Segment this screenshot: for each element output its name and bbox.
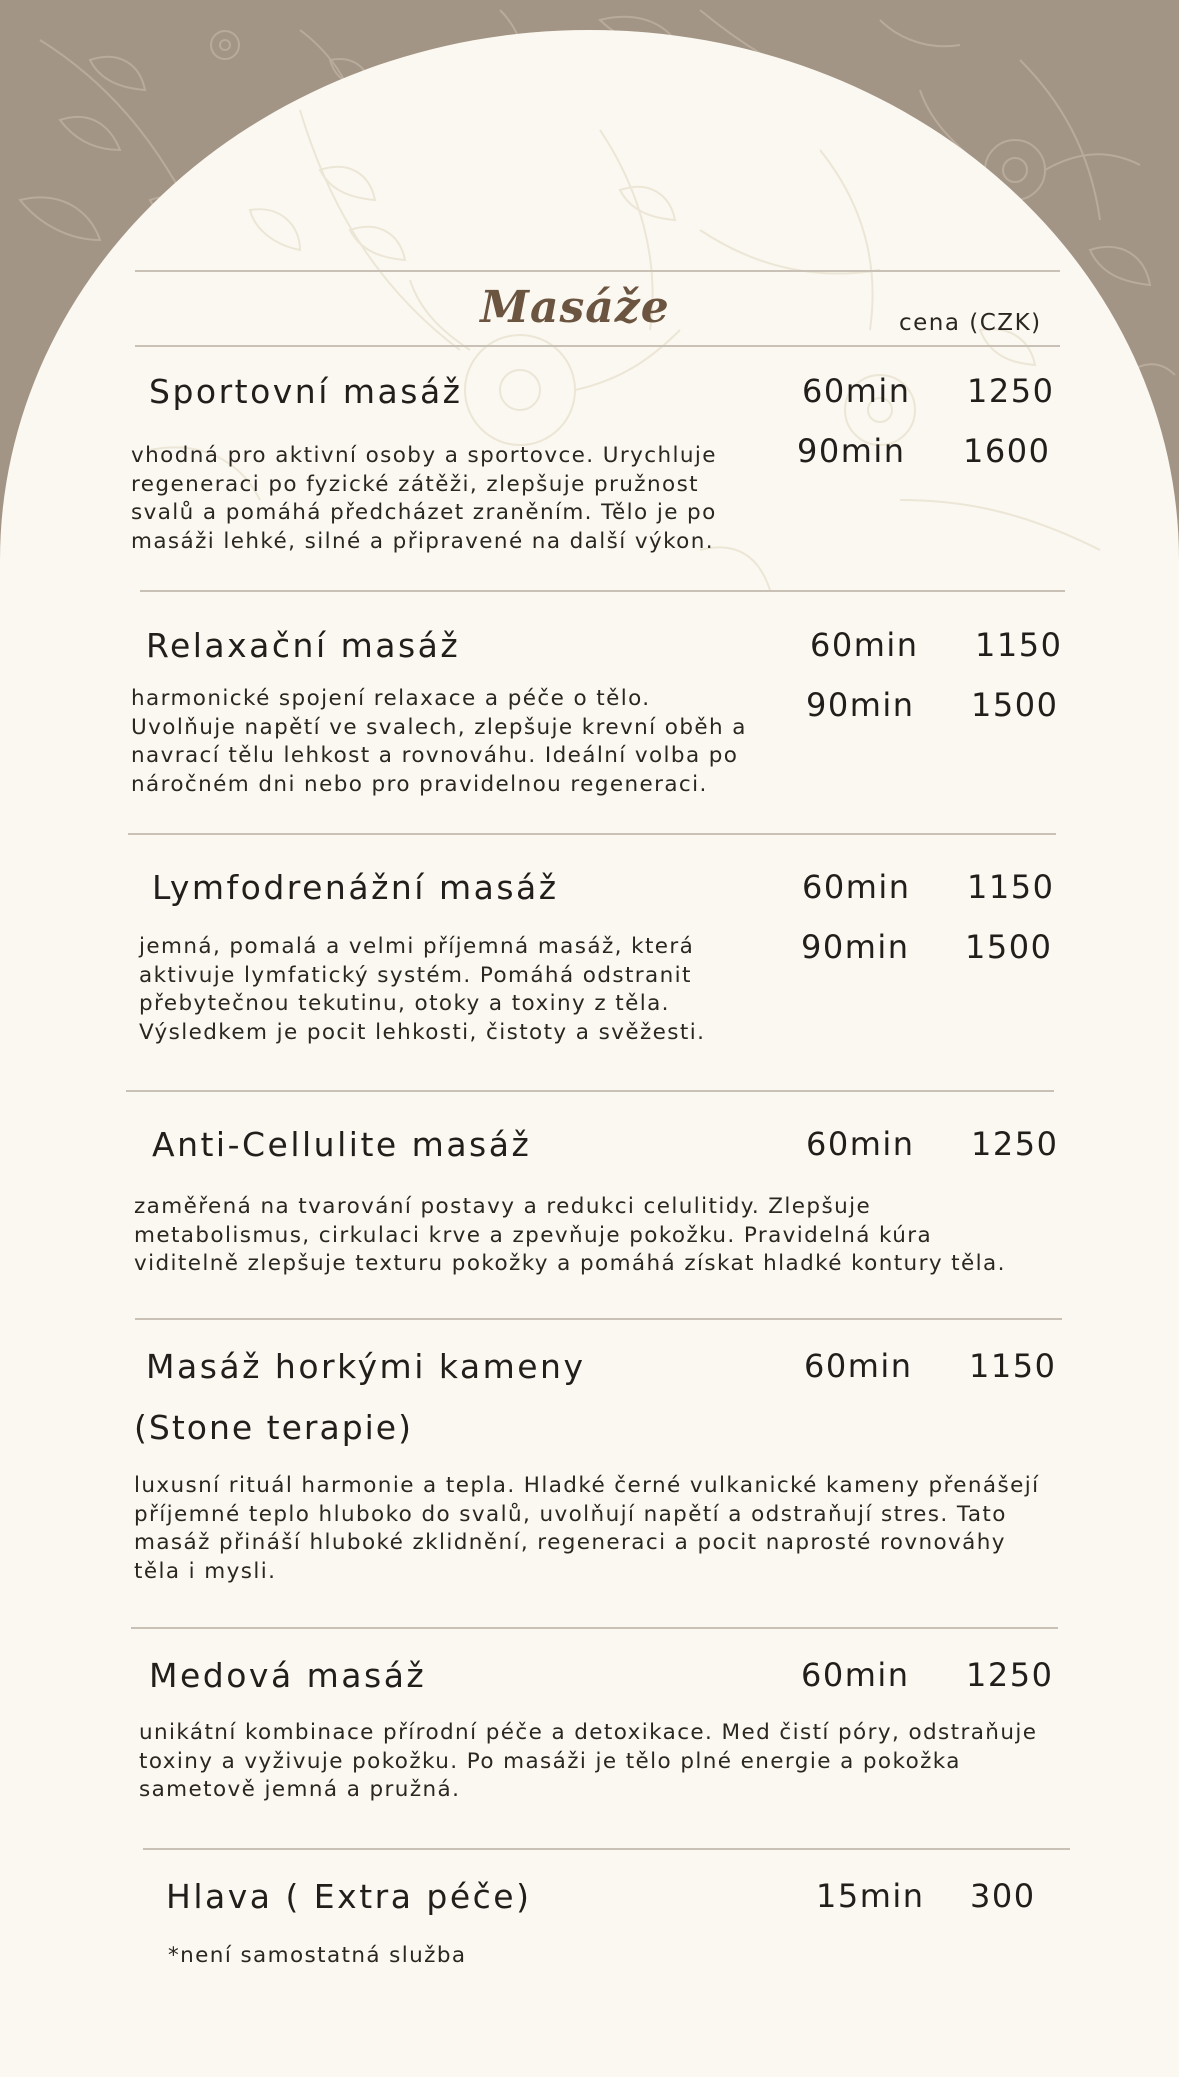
item-name-horke-kameny: Masáž horkými kameny: [146, 1347, 586, 1386]
item-price: 1250: [971, 1125, 1059, 1163]
item-duration: 90min: [806, 686, 915, 724]
divider: [135, 1318, 1062, 1320]
item-name-relaxacni: Relaxační masáž: [146, 626, 461, 665]
item-duration: 60min: [802, 868, 911, 906]
divider: [128, 833, 1056, 835]
item-price: 1250: [966, 1656, 1054, 1694]
item-price: 1500: [965, 928, 1053, 966]
item-duration: 60min: [806, 1125, 915, 1163]
item-price: 300: [970, 1877, 1036, 1915]
item-description: jemná, pomalá a velmi příjemná masáž, která aktivuje lymfatický systém. Pomáhá odstranit přebytečnou tekutinu, otoky a toxiny z těla. Výsledkem je pocit lehkosti, čistoty a svěžesti.: [139, 934, 706, 1045]
item-name-medova: Medová masáž: [149, 1656, 427, 1695]
item-description: zaměřená na tvarování postavy a redukci celulitidy. Zlepšuje metabolismus, cirkulaci krve a zpevňuje pokožku. Pravidelná kúra viditelně zlepšuje texturu pokožky a pomáhá získat hladké kontury těla.: [134, 1194, 1006, 1276]
divider: [131, 1627, 1058, 1629]
divider: [135, 270, 1060, 272]
item-description: luxusní rituál harmonie a tepla. Hladké černé vulkanické kameny přenášejí příjemné teplo hluboko do svalů, uvolňují napětí a odstraňují stres. Tato masáž přináší hluboké zklidnění, regeneraci a pocit naprosté rovnováhy těla i mysli.: [134, 1473, 1040, 1584]
item-description: vhodná pro aktivní osoby a sportovce. Urychluje regeneraci po fyzické zátěži, zlepšuje pružnost svalů a pomáhá předcházet zraněním. Tělo je po masáži lehké, silné a připravené na další výkon.: [131, 443, 717, 554]
item-description: harmonické spojení relaxace a péče o tělo. Uvolňuje napětí ve svalech, zlepšuje krevní oběh a navrací tělu lehkost a rovnováhu. Ideální volba po náročném dni nebo pro pravidelnou regeneraci.: [131, 686, 747, 797]
item-price: 1500: [971, 686, 1059, 724]
price-column-header: cena (CZK): [899, 310, 1042, 336]
item-price: 1150: [969, 1347, 1057, 1385]
item-price: 1150: [967, 868, 1055, 906]
floral-watermark: [0, 30, 1179, 670]
item-name-anti-cellulite: Anti-Cellulite masáž: [152, 1125, 532, 1164]
item-note: *není samostatná služba: [168, 1943, 467, 1968]
item-price: 1600: [963, 432, 1051, 470]
item-price: 1250: [967, 372, 1055, 410]
item-duration: 60min: [801, 1656, 910, 1694]
item-duration: 60min: [810, 626, 919, 664]
item-duration: 90min: [797, 432, 906, 470]
divider: [140, 590, 1065, 592]
item-duration: 15min: [816, 1877, 925, 1915]
divider: [126, 1090, 1054, 1092]
item-duration: 60min: [804, 1347, 913, 1385]
item-duration: 90min: [801, 928, 910, 966]
item-name-sportovni: Sportovní masáž: [149, 372, 463, 411]
item-name-lymfodrenazni: Lymfodrenážní masáž: [152, 868, 559, 907]
item-subtitle-stone-terapie: (Stone terapie): [134, 1408, 413, 1447]
item-description: unikátní kombinace přírodní péče a detoxikace. Med čistí póry, odstraňuje toxiny a vyživuje pokožku. Po masáži je tělo plné energie a pokožka sametově jemná a pružná.: [139, 1720, 1038, 1802]
menu-title: Masáže: [480, 282, 670, 333]
item-price: 1150: [975, 626, 1063, 664]
item-name-hlava: Hlava ( Extra péče): [166, 1877, 532, 1916]
divider: [135, 345, 1060, 347]
item-duration: 60min: [802, 372, 911, 410]
divider: [143, 1848, 1070, 1850]
